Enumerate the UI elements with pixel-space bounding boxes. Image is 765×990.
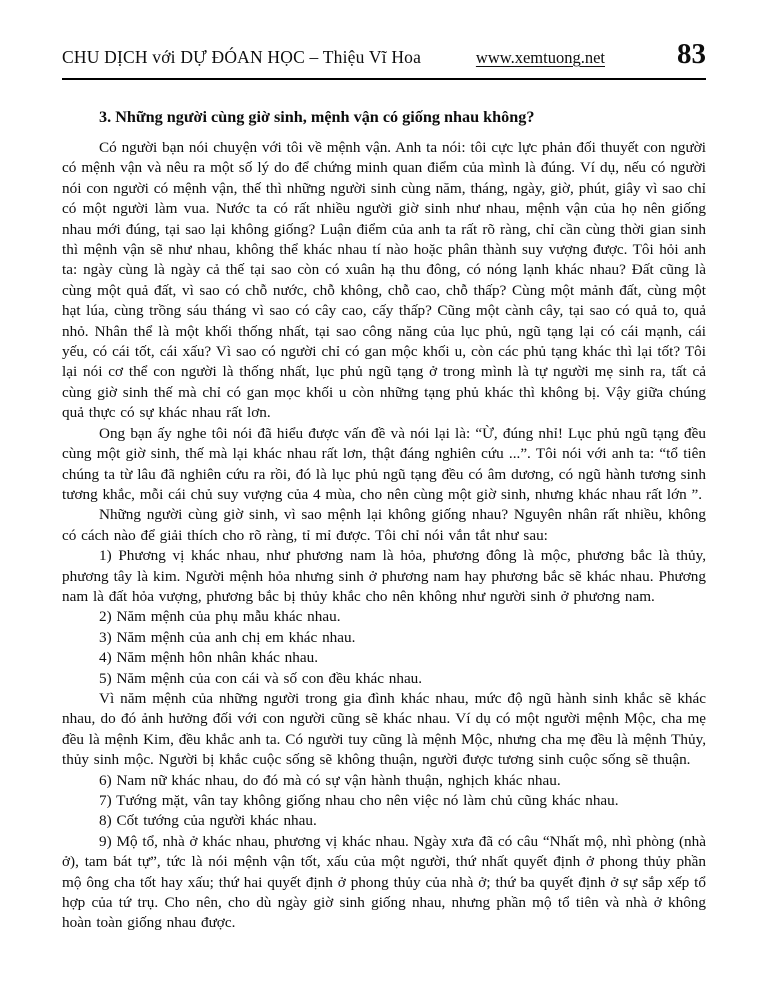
list-item-6: 6) Nam nữ khác nhau, do đó mà có sự vận hành thuận, nghịch khác nhau. [99,771,561,789]
page-number: 83 [677,38,706,70]
section-heading: 3. Những người cùng giờ sinh, mệnh vận có giống nhau không? [99,108,535,126]
paragraph-family: Vì năm mệnh của những người trong gia đình khác nhau, mức độ ngũ hành sinh khắc sẽ khác nhau, do đó ảnh hưởng đối với con người cũng sẽ khác nhau. Ví dụ có một người mệnh Mộc, cha mẹ đều là mệnh Kim, đều khắc anh ta. Có người tuy cũng là mệnh Mộc, nhưng cha mẹ đều là mệnh Thủy, thủy sinh mộc. Người bị khắc cuộc sống sẽ không thuận, người được tương sinh cuộc sống sẽ thuận. [62,689,706,769]
list-item-5: 5) Năm mệnh của con cái và số con đều khác nhau. [99,669,423,687]
page-header [62,40,706,80]
list-item-9: 9) Mộ tổ, nhà ở khác nhau, phương vị khác nhau. Ngày xưa đã có câu “Nhất mộ, nhì phòng (nhà ở), tam bát tự”, tức là nói mệnh vận tốt, xấu của một người, thứ nhất quyết định ở phong thủy phần mộ ông cha tốt hay xấu; thứ hai quyết định ở phong thủy của nhà ở; thứ ba quyết định ở sự sắp xếp tổ hợp của tứ trụ. Cho nên, cho dù ngày giờ sinh giống nhau, nhưng phần mộ tổ tiên và nhà ở không hoàn toàn giống nhau được. [62,832,706,932]
book-title: CHU DỊCH với DỰ ĐÓAN HỌC – Thiệu Vĩ Hoa [62,47,422,67]
website-link[interactable]: www.xemtuong.net [475,48,605,67]
list-item-7: 7) Tướng mặt, vân tay không giống nhau cho nên việc nó làm chủ cũng khác nhau. [99,792,619,809]
list-item-3: 3) Năm mệnh của anh chị em khác nhau. [99,628,356,646]
list-item-2: 2) Năm mệnh của phụ mẫu khác nhau. [99,608,341,626]
paragraph-intro: Có người bạn nói chuyện với tôi về mệnh vận. Anh ta nói: tôi cực lực phản đối thuyết con người có mệnh vận và nêu ra một số lý do để chứng minh quan điểm của mình là đúng. Ví dụ, nếu có người nói con người có mệnh vận, thế thì những người sinh cùng năm, tháng, ngày, giờ, phút, giây vì sao chỉ có một người làm vua. Nước ta có rất nhiều người giờ sinh như nhau, mệnh vận của họ nên giống nhau mới đúng, tại sao lại không giống? Luận điểm của anh ta rất rõ ràng, chỉ cần cùng thời gian sinh thì mệnh vận sẽ như nhau, không thể khác nhau tí nào hoặc phân thành suy vượng được. Tôi hỏi anh ta: ngày cùng là ngày cả thế tại sao còn có xuân hạ thu đông, có nóng lạnh khác nhau? Đất cũng là cùng một quả đất, vì sao có chỗ nước, chỗ không, chỗ cao, chỗ thấp? Cùng một mảnh đất, cùng một hạt lúa, cùng trồng sáu tháng vì sao có cây cao, cấy thấp? Cũng một cành cây, tại sao có quả to, quả nhỏ. Nhân thể là một khối thống nhất, tại sao công năng của lục phủ, ngũ tạng lại có cái mạnh, cái yếu, có cái tốt, cái xấu? Vì sao có người chỉ có gan mộc khối u, còn các phủ tạng khác thì lại tốt? Tôi lại nói cơ thể con người là thống nhất, lục phủ ngũ tạng ở trong mình là tự người mẹ sinh ra, tất cả cùng giờ sinh thế mà chỉ có gan mọc khối u còn những tạng phủ khác thì không bị. Vậy giữa chúng quả thực có sự khác nhau rất lơn. [62,139,706,422]
paragraph-reasons: Những người cùng giờ sinh, vì sao mệnh lại không giống nhau? Nguyên nhân rất nhiều, không có cách nào để giải thích cho rõ ràng, tỉ mỉ được. Tôi chỉ nói vắn tắt như sau: [62,506,706,544]
list-item-8: 8) Cốt tướng của người khác nhau. [99,812,317,830]
paragraph-friend: Ong bạn ấy nghe tôi nói đã hiểu được vấn đề và nói lại là: “Ừ, đúng nhỉ! Lục phủ ngũ tạng đều cùng một giờ sinh, thế mà lại khác nhau rất lơn, thật đáng nghiên cứu ...”. Tôi nói với anh ta: “tổ tiên chúng ta từ lâu đã nghiên cứu ra rồi, đó là lục phủ ngũ tạng đều có âm dương, có ngũ hành tương sinh tương khắc, mỗi cái chủ suy vượng của 4 mùa, cho nên cùng một giờ sinh, nhưng khác nhau rất lớn ”. [62,424,706,503]
list-item-1: 1) Phương vị khác nhau, như phương nam là hỏa, phương đông là mộc, phương bắc là thủy, phương tây là kim. Người mệnh hỏa nhưng sinh ở phương nam hay phương bắc sẽ khác nhau. Phương nam là đất hỏa vượng, phương bắc bị thủy khắc cho nên không như người sinh ở phương nam. [62,547,706,605]
list-item-4: 4) Năm mệnh hôn nhân khác nhau. [99,649,318,667]
page-body [62,108,706,934]
